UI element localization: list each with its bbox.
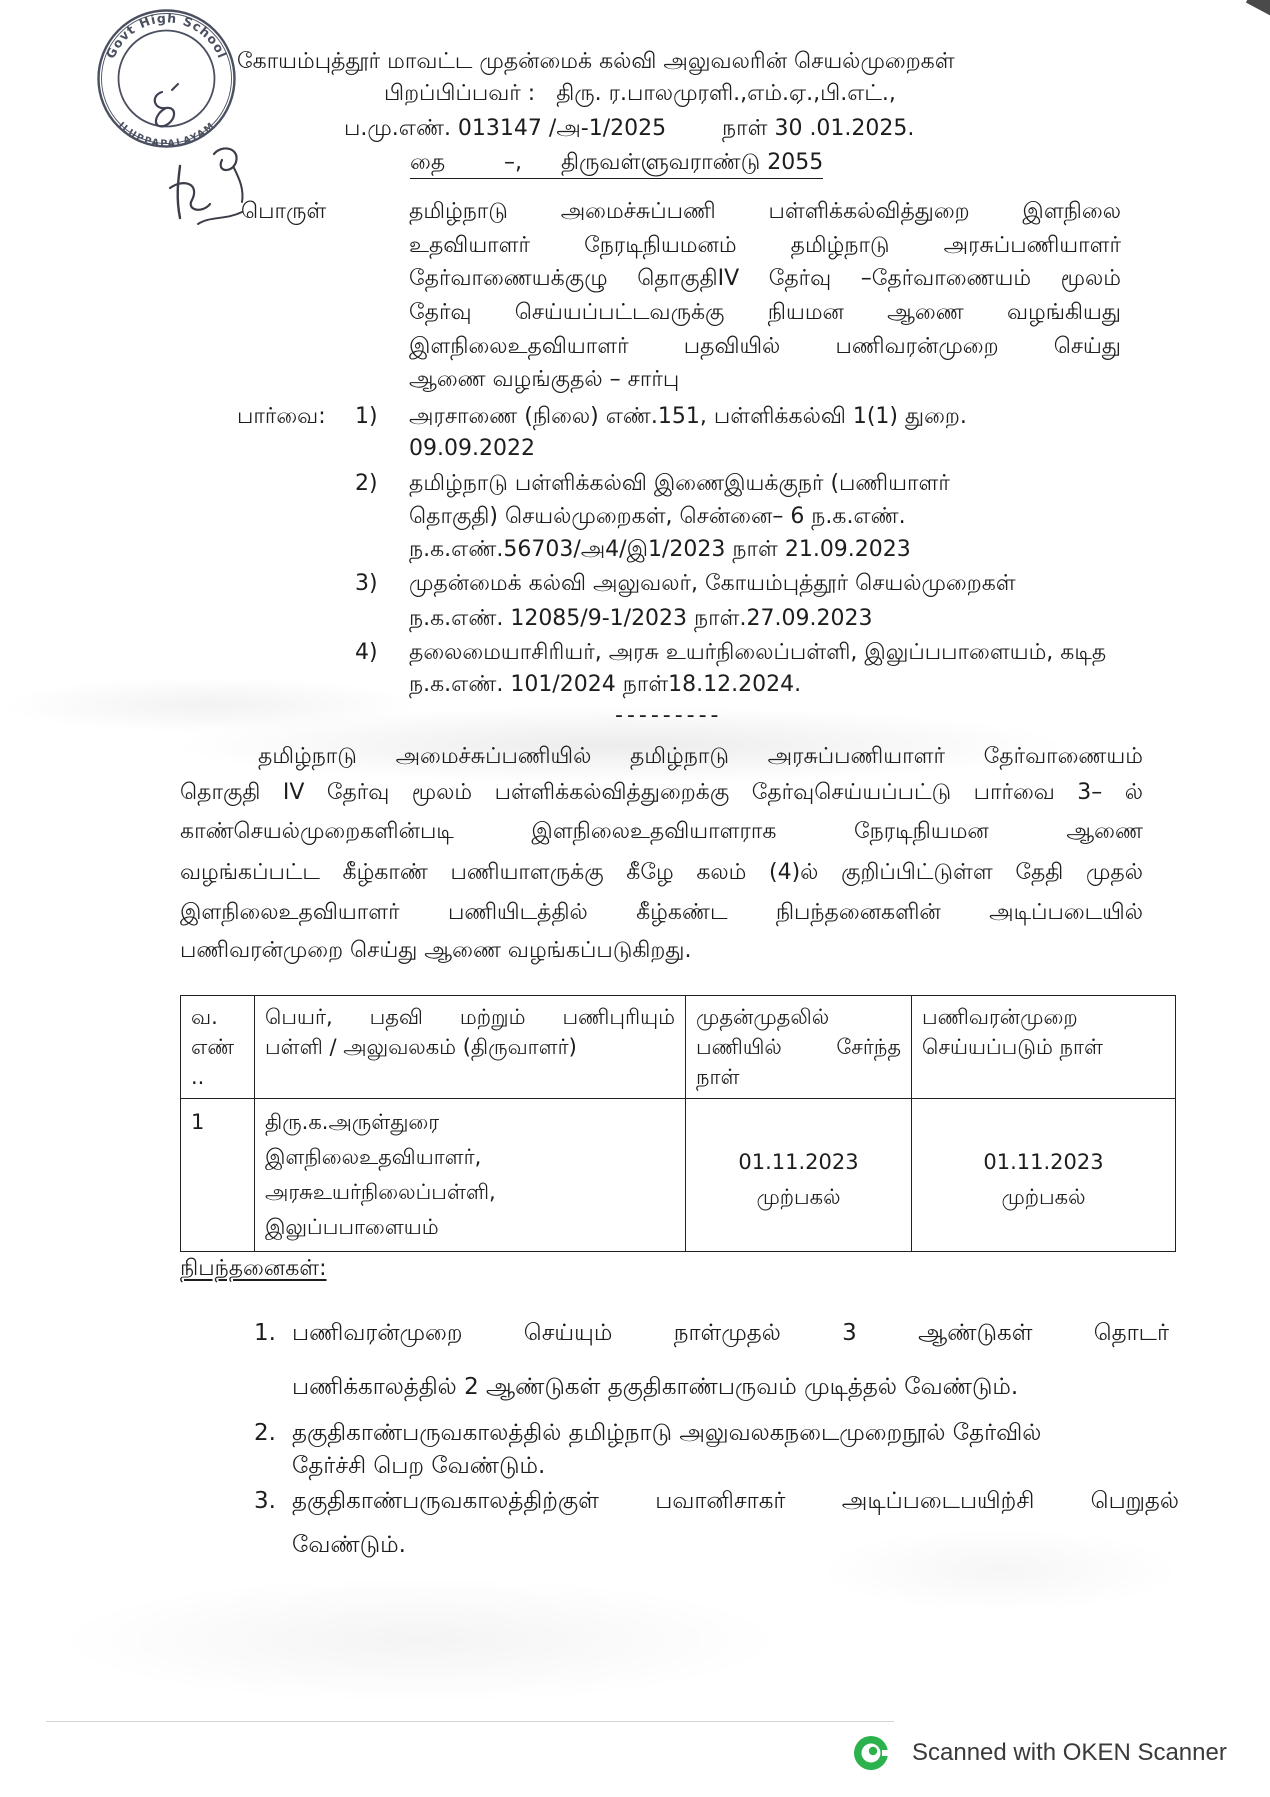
header-text: .. (191, 1065, 205, 1089)
seal-top-text (103, 10, 231, 60)
scanner-watermark (852, 1734, 1227, 1772)
reference-item-line: ந.க.எண். 12085/9-1/2023 நாள்.27.09.2023 (409, 606, 873, 631)
seal-bottom-text-path: ILUPPAPALAYAM (115, 120, 218, 150)
reference-item-line: தமிழ்நாடு பள்ளிக்கல்வி இணைஇயக்குநர் (பணியாளர் (409, 471, 950, 496)
condition-line: தகுதிகாண்பருவகாலத்தில் தமிழ்நாடு அலுவலகநடைமுறைநூல் தேர்வில் (292, 1420, 1042, 1446)
header-text: பணிவரன்முறை (922, 1005, 1078, 1029)
header-first-joining-date (686, 996, 912, 1099)
header-text: நாள் (696, 1065, 740, 1089)
subject-line: தேர்வாணையக்குழு தொகுதிIV தேர்வு –தேர்வாணையம் மூலம் (409, 266, 1121, 291)
cell-text: இலுப்பபாளையம் (265, 1215, 439, 1239)
scanned-page-edge (46, 1721, 894, 1722)
scanner-watermark-text: Scanned with OKEN Scanner (912, 1739, 1227, 1766)
seal-handwritten-tick (172, 84, 178, 90)
seal-inner-ring (119, 31, 215, 127)
table-header-row (181, 996, 1176, 1099)
subject-line: தமிழ்நாடு அமைச்சுப்பணி பள்ளிக்கல்வித்துறை இளநிலை (409, 199, 1121, 224)
reference-item-line: 09.09.2022 (409, 436, 535, 461)
tamil-era-separator: –, (504, 150, 522, 175)
header-text: பெயர், பதவி மற்றும் பணிபுரியும் (265, 1005, 675, 1029)
tamil-era-line (410, 149, 823, 179)
cell-text: அரசுஉயர்நிலைப்பள்ளி, (265, 1180, 496, 1204)
reference-item-number: 2) (355, 471, 378, 496)
cell-text: திரு.க.அருள்துரை (265, 1110, 440, 1134)
header-text: எண் (191, 1035, 235, 1059)
cell-text: முற்பகல் (1001, 1185, 1086, 1209)
reference-item-number: 4) (355, 640, 378, 665)
header-serial-number (181, 996, 255, 1099)
reference-item-line: தொகுதி) செயல்முறைகள், சென்னை– 6 ந.க.எண். (409, 504, 906, 529)
regularisation-table (180, 995, 1176, 1252)
cell-text: முற்பகல் (756, 1185, 841, 1209)
subject-line: ஆணை வழங்குதல் – சார்பு (409, 367, 680, 392)
reference-item-line: தலைமையாசிரியர், அரசு உயர்நிலைப்பள்ளி, இலுப்பபாளையம், கடித (409, 640, 1107, 665)
reference-item-number: 3) (355, 571, 378, 596)
header-name-designation (255, 996, 686, 1099)
issuer-line (384, 80, 896, 108)
seal-top-text-path: Govt High School (102, 10, 231, 61)
issuer-name: திரு. ர.பாலமுரளி.,எம்.ஏ.,பி.எட்., (556, 81, 896, 106)
condition-line: பணிவரன்முறை செய்யும் நாள்முதல் 3 ஆண்டுகள் தொடர் (292, 1320, 1169, 1346)
condition-number: 1. (254, 1320, 276, 1346)
condition-line: தகுதிகாண்பருவகாலத்திற்குள் பவானிசாகர் அடிப்படைபயிற்சி பெறுதல் (292, 1488, 1179, 1514)
cell-text: 01.11.2023 (738, 1150, 859, 1174)
cell-text: இளநிலைஉதவியாளர், (265, 1145, 482, 1169)
cell-regularisation-date (912, 1099, 1176, 1252)
cell-text: 01.11.2023 (983, 1150, 1104, 1174)
header-regularisation-date (912, 996, 1176, 1099)
condition-line: தேர்ச்சி பெற வேண்டும். (292, 1453, 546, 1479)
header-text: பள்ளி / அலுவலகம் (திருவாளர்) (265, 1035, 577, 1059)
reference-item-line: ந.க.எண். 101/2024 நாள்18.12.2024. (409, 672, 802, 697)
subject-line: தேர்வு செய்யப்பட்டவருக்கு நியமன ஆணை வழங்கியது (409, 300, 1121, 325)
header-text: வ. (191, 1005, 218, 1029)
tamil-month: தை (410, 150, 446, 175)
body-line: தொகுதி IV தேர்வு மூலம் பள்ளிக்கல்வித்துறைக்கு தேர்வுசெய்யப்பட்டு பார்வை 3– ல் (180, 780, 1143, 805)
header-text: முதன்முதலில் (696, 1005, 830, 1029)
cell-serial-number: 1 (181, 1099, 255, 1252)
header-text: பணியில் சேர்ந்த (696, 1035, 901, 1059)
section-separator: --------- (615, 703, 723, 728)
cell-first-joining-date (686, 1099, 912, 1252)
subject-line: இளநிலைஉதவியாளர் பதவியில் பணிவரன்முறை செய்து (409, 334, 1121, 359)
order-date: நாள் 30 .01.2025. (722, 116, 915, 141)
oken-scanner-logo-icon (852, 1734, 890, 1772)
condition-number: 3. (254, 1488, 276, 1514)
condition-number: 2. (254, 1420, 276, 1446)
conditions-label: நிபந்தனைகள்: (180, 1256, 327, 1281)
table-row (181, 1099, 1176, 1252)
tamil-year: திருவள்ளுவராண்டு 2055 (561, 150, 824, 175)
cell-name-designation (255, 1099, 686, 1252)
reference-item-line: அரசாணை (நிலை) எண்.151, பள்ளிக்கல்வி 1(1) துறை. (409, 404, 967, 429)
reference-item-number: 1) (355, 404, 378, 429)
body-line: காண்செயல்முறைகளின்படி இளநிலைஉதவியாளராக நேரடிநியமன ஆணை (180, 819, 1143, 844)
seal-handwritten-mark (155, 92, 174, 126)
header-text: செய்யப்படும் நாள் (922, 1035, 1103, 1059)
condition-line: பணிக்காலத்தில் 2 ஆண்டுகள் தகுதிகாண்பருவம் முடித்தல் வேண்டும். (292, 1374, 1019, 1400)
office-title: கோயம்புத்தூர் மாவட்ட முதன்மைக் கல்வி அலுவலரின் செயல்முறைகள் (237, 49, 955, 74)
body-line: தமிழ்நாடு அமைச்சுப்பணியில் தமிழ்நாடு அரசுப்பணியாளர் தேர்வாணையம் (258, 744, 1143, 769)
body-line: வழங்கப்பட்ட கீழ்காண் பணியாளருக்கு கீழே கலம் (4)ல் குறிப்பிட்டுள்ள தேதி முதல் (180, 860, 1143, 885)
scan-smudge-corner (1246, 0, 1270, 18)
references-label: பார்வை: (237, 404, 326, 429)
reference-number: ப.மு.எண். 013147 /அ-1/2025 (344, 116, 667, 141)
issuer-label: பிறப்பிப்பவர் : (384, 81, 536, 106)
reference-item-line: முதன்மைக் கல்வி அலுவலர், கோயம்புத்தூர் செயல்முறைகள் (409, 571, 1016, 596)
reference-item-line: ந.க.எண்.56703/அ4/இ1/2023 நாள் 21.09.2023 (409, 537, 911, 562)
body-line: இளநிலைஉதவியாளர் பணியிடத்தில் கீழ்கண்ட நிபந்தனைகளின் அடிப்படையில் (180, 900, 1143, 925)
body-line: பணிவரன்முறை செய்து ஆணை வழங்கப்படுகிறது. (180, 938, 692, 963)
subject-line: உதவியாளர் நேரடிநியமனம் தமிழ்நாடு அரசுப்பணியாளர் (409, 233, 1121, 258)
subject-label: பொருள் (241, 199, 327, 224)
condition-line: வேண்டும். (292, 1532, 406, 1558)
